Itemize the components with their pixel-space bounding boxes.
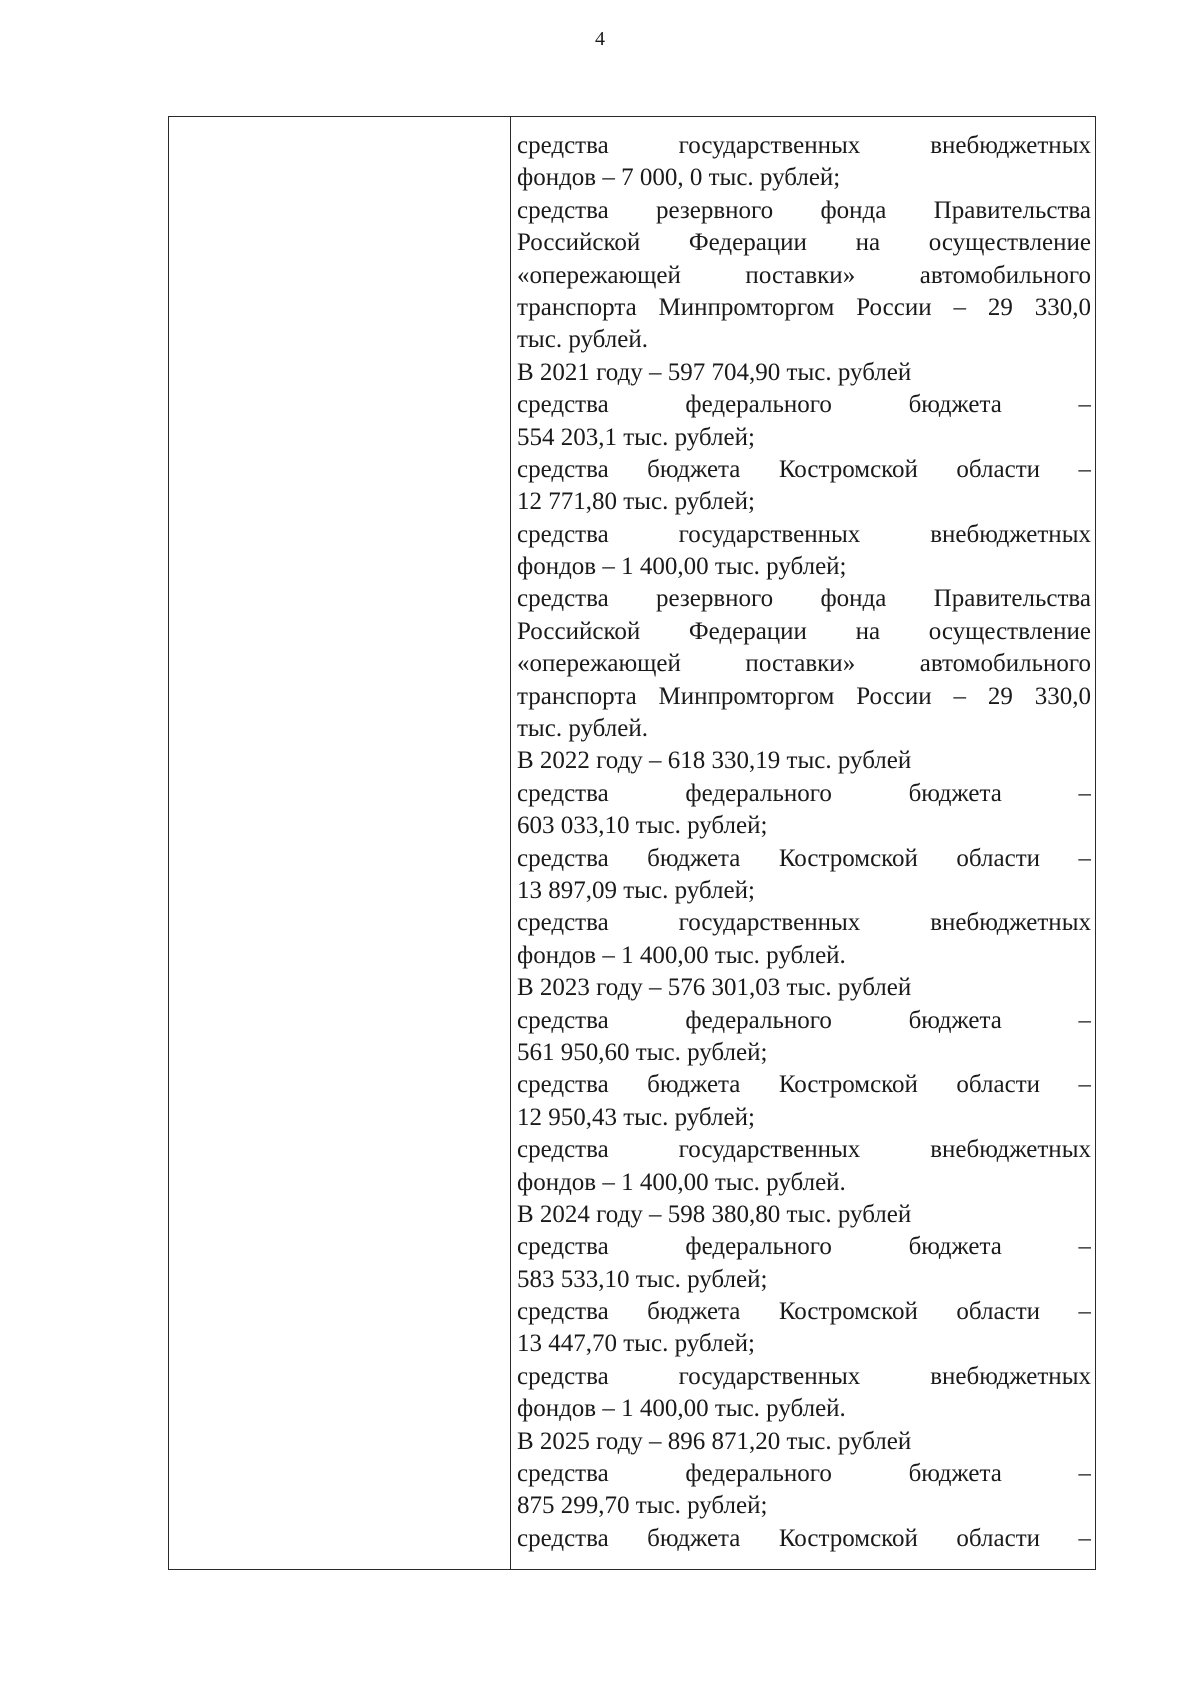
text-line: средства резервного фонда Правительства — [517, 196, 1091, 224]
text-line: средства федерального бюджета – — [517, 1233, 1091, 1261]
text-line: средства государственных внебюджетных — [517, 520, 1091, 548]
text-line: 12 950,43 тыс. рублей; — [517, 1103, 755, 1131]
text-line: средства государственных внебюджетных — [517, 132, 1091, 159]
text-line: средства бюджета Костромской области – — [517, 455, 1091, 483]
text-line: средства бюджета Костромской области – — [517, 844, 1091, 872]
table-right-cell — [511, 117, 1095, 1569]
text-line: 12 771,80 тыс. рублей; — [517, 488, 755, 516]
text-line: средства государственных внебюджетных — [517, 909, 1091, 937]
text-line: средства бюджета Костромской области – — [517, 1071, 1091, 1099]
text-line: средства государственных внебюджетных — [517, 1362, 1091, 1390]
text-line: тыс. рублей. — [517, 715, 648, 743]
text-line: В 2023 году – 576 301,03 тыс. рублей — [517, 974, 912, 1002]
text-line: 13 447,70 тыс. рублей; — [517, 1330, 755, 1358]
text-line: транспорта Минпромторгом России – 29 330,0 — [517, 293, 1091, 321]
text-line: В 2021 году – 597 704,90 тыс. рублей — [517, 358, 912, 386]
text-line: тыс. рублей. — [517, 326, 648, 354]
text-line: средства бюджета Костромской области – — [517, 1524, 1091, 1552]
text-line: фондов – 1 400,00 тыс. рублей. — [517, 941, 846, 969]
financing-table — [168, 116, 1096, 1570]
page-number: 4 — [595, 28, 605, 50]
text-line: «опережающей поставки» автомобильного — [517, 261, 1091, 289]
text-line: 603 033,10 тыс. рублей; — [517, 812, 768, 840]
text-line: фондов – 1 400,00 тыс. рублей; — [517, 553, 847, 581]
text-line: 13 897,09 тыс. рублей; — [517, 876, 755, 904]
text-line: Российской Федерации на осуществление — [517, 229, 1091, 257]
text-line: 561 950,60 тыс. рублей; — [517, 1038, 768, 1066]
text-line: «опережающей поставки» автомобильного — [517, 650, 1091, 678]
text-line: Российской Федерации на осуществление — [517, 617, 1091, 645]
text-line: 583 533,10 тыс. рублей; — [517, 1265, 768, 1293]
text-line: средства федерального бюджета – — [517, 779, 1091, 807]
text-line: средства федерального бюджета – — [517, 1460, 1091, 1488]
text-line: средства федерального бюджета – — [517, 391, 1091, 419]
text-line: фондов – 1 400,00 тыс. рублей. — [517, 1395, 846, 1423]
text-line: средства государственных внебюджетных — [517, 1136, 1091, 1164]
text-line: В 2022 году – 618 330,19 тыс. рублей — [517, 747, 912, 775]
text-line: средства федерального бюджета – — [517, 1006, 1091, 1034]
table-left-cell — [169, 117, 511, 1569]
text-line: В 2024 году – 598 380,80 тыс. рублей — [517, 1200, 912, 1228]
text-line: транспорта Минпромторгом России – 29 330,0 — [517, 682, 1091, 710]
text-line: фондов – 1 400,00 тыс. рублей. — [517, 1168, 846, 1196]
text-line: средства резервного фонда Правительства — [517, 585, 1091, 613]
text-line: 875 299,70 тыс. рублей; — [517, 1492, 768, 1520]
text-line: фондов – 7 000, 0 тыс. рублей; — [517, 164, 841, 192]
text-line: 554 203,1 тыс. рублей; — [517, 423, 755, 451]
text-line: средства бюджета Костромской области – — [517, 1298, 1091, 1326]
text-line: В 2025 году – 896 871,20 тыс. рублей — [517, 1427, 912, 1455]
